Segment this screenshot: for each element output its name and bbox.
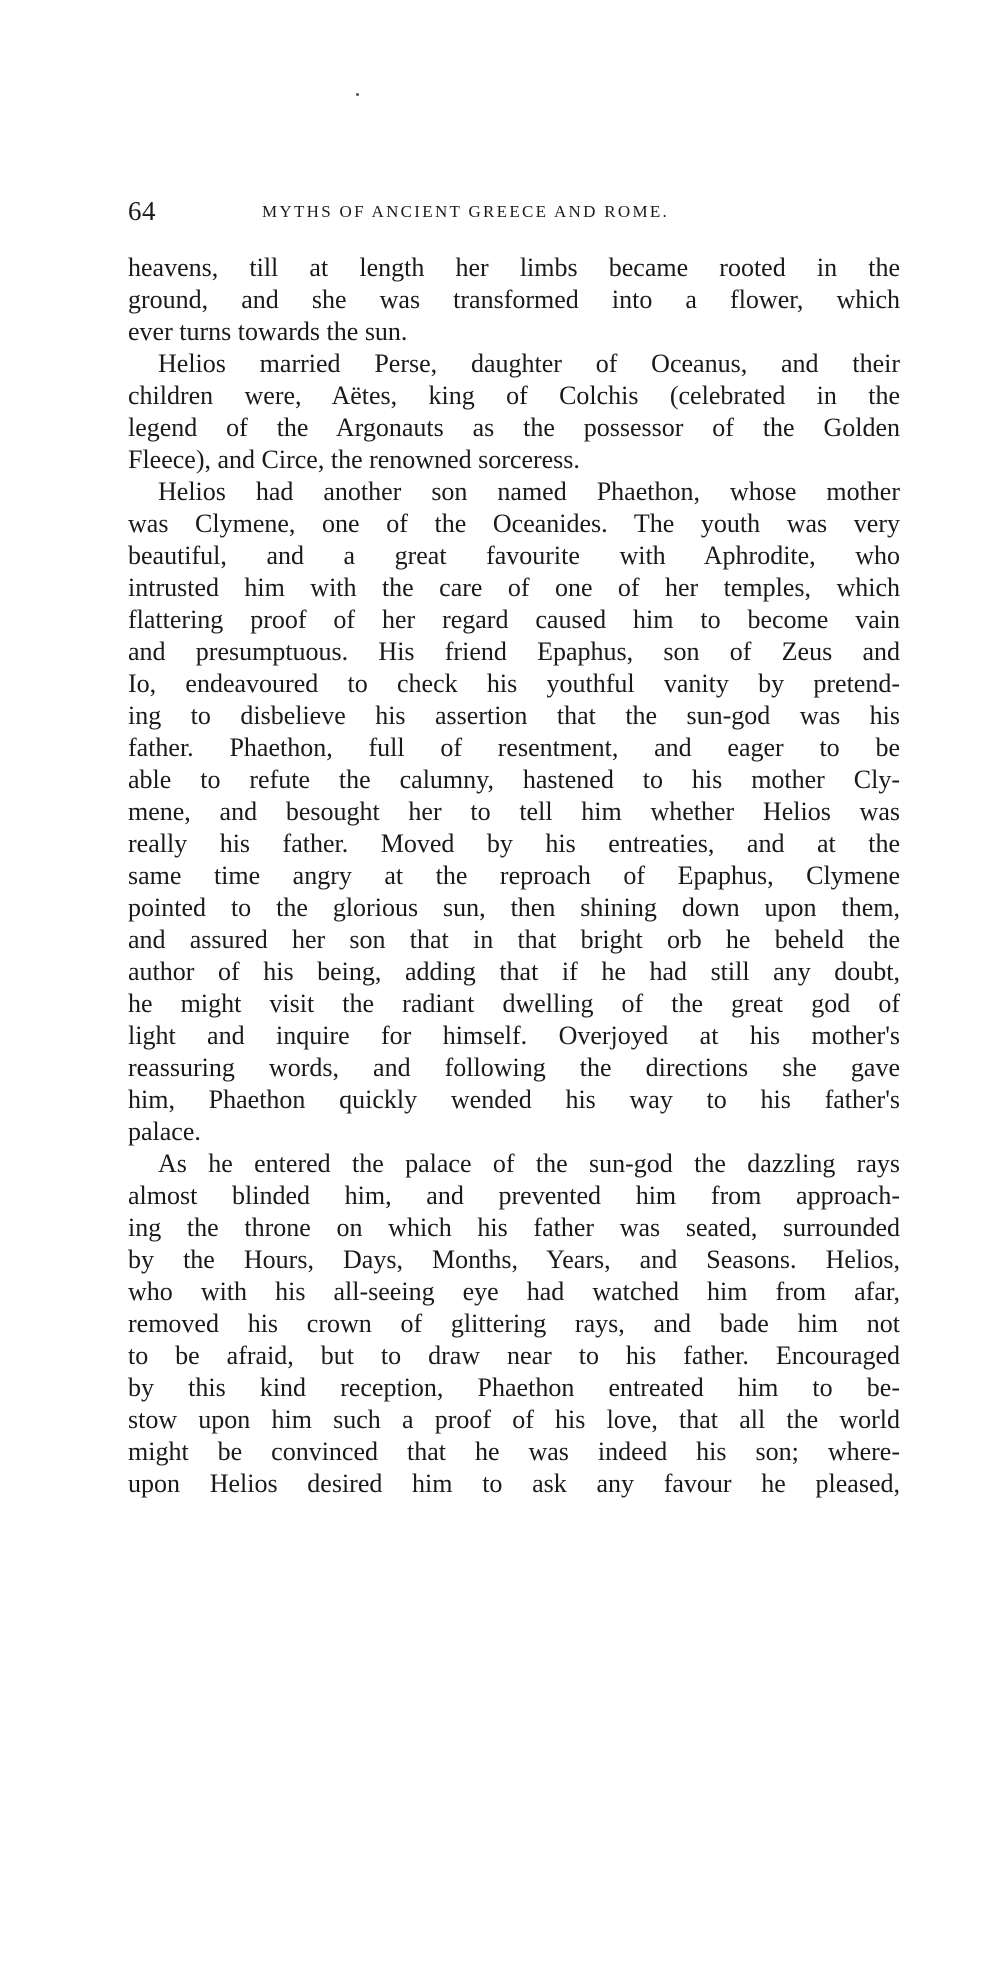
text-line: flattering proof of her regard caused him to become vain [128,605,900,634]
text-line: author of his being, adding that if he had still any doubt, [128,957,900,986]
text-line: palace. [128,1117,201,1146]
text-line: ing the throne on which his father was seated, surrounded [128,1213,900,1242]
text-line: pointed to the glorious sun, then shining down upon them, [128,893,900,922]
text-line: legend of the Argonauts as the possessor of the Golden [128,413,900,442]
text-line: Helios married Perse, daughter of Oceanus, and their [158,349,900,378]
text-line: Io, endeavoured to check his youthful vanity by pretend- [128,669,900,698]
text-line: heavens, till at length her limbs became rooted in the [128,253,900,282]
body-text [128,252,900,1500]
text-line: mene, and besought her to tell him whether Helios was [128,797,900,826]
text-line: might be convinced that he was indeed his son; where- [128,1437,900,1466]
text-line: reassuring words, and following the directions she gave [128,1053,900,1082]
text-line: upon Helios desired him to ask any favour he pleased, [128,1469,900,1498]
text-line: stow upon him such a proof of his love, that all the world [128,1405,900,1434]
text-line: Fleece), and Circe, the renowned sorceress. [128,445,580,474]
text-line: As he entered the palace of the sun-god the dazzling rays [158,1149,900,1178]
text-line: to be afraid, but to draw near to his father. Encouraged [128,1341,900,1370]
text-line: he might visit the radiant dwelling of the great god of [128,989,900,1018]
text-line: able to refute the calumny, hastened to his mother Cly- [128,765,900,794]
text-line: and assured her son that in that bright orb he beheld the [128,925,900,954]
text-line: ing to disbelieve his assertion that the sun-god was his [128,701,900,730]
page-header [128,196,902,232]
text-line: was Clymene, one of the Oceanides. The youth was very [128,509,900,538]
text-line: father. Phaethon, full of resentment, and eager to be [128,733,900,762]
print-speck [356,93,359,96]
text-line: removed his crown of glittering rays, and bade him not [128,1309,900,1338]
text-line: beautiful, and a great favourite with Aphrodite, who [128,541,900,570]
running-title: MYTHS OF ANCIENT GREECE AND ROME. [262,202,670,221]
text-line: ever turns towards the sun. [128,317,408,346]
text-line: light and inquire for himself. Overjoyed at his mother's [128,1021,900,1050]
text-line: by the Hours, Days, Months, Years, and Seasons. Helios, [128,1245,900,1274]
text-line: and presumptuous. His friend Epaphus, son of Zeus and [128,637,900,666]
text-line: him, Phaethon quickly wended his way to his father's [128,1085,900,1114]
text-line: ground, and she was transformed into a flower, which [128,285,900,314]
text-line: by this kind reception, Phaethon entreated him to be- [128,1373,900,1402]
text-line: really his father. Moved by his entreaties, and at the [128,829,900,858]
text-line: children were, Aëtes, king of Colchis (celebrated in the [128,381,900,410]
text-line: almost blinded him, and prevented him from approach- [128,1181,900,1210]
text-line: who with his all-seeing eye had watched him from afar, [128,1277,900,1306]
text-line: same time angry at the reproach of Epaphus, Clymene [128,861,900,890]
page-number: 64 [128,196,156,226]
text-line: intrusted him with the care of one of her temples, which [128,573,900,602]
text-line: Helios had another son named Phaethon, whose mother [158,477,900,506]
